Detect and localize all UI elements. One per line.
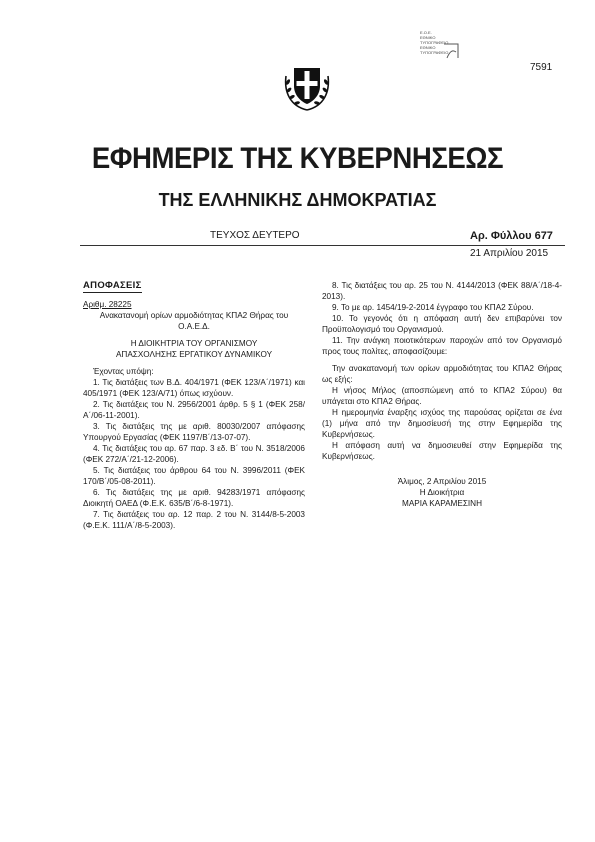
considering-label: Έχοντας υπόψη: bbox=[93, 367, 154, 376]
sheet-number: Αρ. Φύλλου 677 bbox=[470, 230, 553, 242]
authority-line: Η ΔΙΟΙΚΗΤΡΙΑ ΤΟΥ ΟΡΓΑΝΙΣΜΟΥ bbox=[130, 339, 258, 348]
stamp-icon bbox=[440, 40, 462, 62]
signatory-name: ΜΑΡΙΑ ΚΑΡΑΜΕΣΙΝΗ bbox=[402, 499, 482, 508]
list-item: 8. Τις διατάξεις του αρ. 25 του Ν. 4144/2013 (ΦΕΚ 88/Α΄/18-4-2013). bbox=[322, 281, 562, 301]
stamp-line: ΕΘΝΙΚΟ bbox=[420, 45, 436, 50]
decision-paragraph: Η ημερομηνία έναρξης ισχύος της παρούσας ορίζεται σε ένα (1) μήνα από την δημοσίευσή της στην Εφημερίδα της Κυβερνήσεως. bbox=[322, 408, 562, 439]
decision-subject: Ανακατανομή ορίων αρμοδιότητας ΚΠΑ2 Θήρας του Ο.Α.Ε.Δ. bbox=[99, 311, 289, 331]
gazette-subtitle: ΤΗΣ ΕΛΛΗΝΙΚΗΣ ΔΗΜΟΚΡΑΤΙΑΣ bbox=[158, 190, 437, 210]
decision-paragraph: Την ανακατανομή των ορίων αρμοδιότητας του ΚΠΑ2 Θήρας ως εξής: bbox=[322, 364, 562, 384]
left-column bbox=[83, 280, 305, 531]
stamp-line: ΤΥΠΟΓΡΑΦΕΙΟ bbox=[420, 40, 449, 45]
list-item: 2. Τις διατάξεις του Ν. 2956/2001 άρθρ. 5 § 1 (ΦΕΚ 258/Α΄/06-11-2001). bbox=[83, 400, 305, 420]
gazette-title: ΕΦΗΜΕΡΙΣ ΤΗΣ ΚΥΒΕΡΝΗΣΕΩΣ bbox=[91, 142, 504, 175]
list-item: 1. Τις διατάξεις των Β.Δ. 404/1971 (ΦΕΚ 123/Α΄/1971) και 405/1971 (ΦΕΚ 123/Α/71) όπως ισχύουν. bbox=[83, 378, 305, 398]
issue-label: ΤΕΥΧΟΣ ΔΕΥΤΕΡΟ bbox=[210, 230, 300, 241]
stamp-line: ΤΥΠΟΓΡΑΦΕΙΟ bbox=[420, 50, 449, 55]
list-item: 11. Την ανάγκη ποιοτικότερων παροχών από τον Οργανισμό προς τους πολίτες, αποφασίζουμε: bbox=[322, 336, 562, 356]
stamp-line: Ε.Ο.Ε. bbox=[420, 30, 432, 35]
list-item: 6. Τις διατάξεις της με αριθ. 94283/1971 απόφασης Διοικητή ΟΑΕΔ (Φ.Ε.Κ. 635/Β΄/6-8-1971). bbox=[83, 488, 305, 508]
issue-date: 21 Απριλίου 2015 bbox=[470, 248, 549, 259]
stamp-line: ΕΘΝΙΚΟ bbox=[420, 35, 436, 40]
list-item: 10. Το γεγονός ότι η απόφαση αυτή δεν επιβαρύνει τον Προϋπολογισμό του Οργανισμού. bbox=[322, 314, 562, 334]
list-item: 9. Το με αρ. 1454/19-2-2014 έγγραφο του ΚΠΑ2 Σύρου. bbox=[332, 303, 534, 312]
list-item: 3. Τις διατάξεις της με αριθ. 80030/2007 απόφασης Υπουργού Εργασίας (ΦΕΚ 1197/Β΄/13-07-07). bbox=[83, 422, 305, 442]
greek-coat-of-arms-icon bbox=[282, 60, 332, 115]
decision-paragraph: Η νήσος Μήλος (αποσπώμενη από το ΚΠΑ2 Σύρου) θα υπάγεται στο ΚΠΑ2 Θήρας. bbox=[322, 386, 562, 406]
header-rule bbox=[80, 245, 565, 246]
right-column bbox=[322, 280, 562, 509]
list-item: 7. Τις διατάξεις του αρ. 12 παρ. 2 του Ν. 3144/8-5-2003 (Φ.Ε.Κ. 111/Α΄/8-5-2003). bbox=[83, 510, 305, 530]
page-number: 7591 bbox=[530, 62, 553, 73]
signatory-title: Η Διοικήτρια bbox=[419, 488, 465, 497]
decision-reference: Αριθμ. 28225 bbox=[83, 300, 132, 309]
list-item: 5. Τις διατάξεις του άρθρου 64 του Ν. 3996/2011 (ΦΕΚ 170/Β΄/05-08-2011). bbox=[83, 466, 305, 486]
place-date: Άλιμος, 2 Απριλίου 2015 bbox=[397, 477, 487, 486]
list-item: 4. Τις διατάξεις του αρ. 67 παρ. 3 εδ. Β΄ του Ν. 3518/2006 (ΦΕΚ 272/Α΄/21-12-2006). bbox=[83, 444, 305, 464]
section-heading bbox=[83, 280, 305, 291]
section-heading-text: ΑΠΟΦΑΣΕΙΣ bbox=[83, 280, 142, 291]
decision-paragraph: Η απόφαση αυτή να δημοσιευθεί στην Εφημερίδα της Κυβερνήσεως. bbox=[322, 441, 562, 461]
authority-line: ΑΠΑΣΧΟΛΗΣΗΣ ΕΡΓΑΤΙΚΟΥ ΔΥΝΑΜΙΚΟΥ bbox=[115, 350, 273, 359]
